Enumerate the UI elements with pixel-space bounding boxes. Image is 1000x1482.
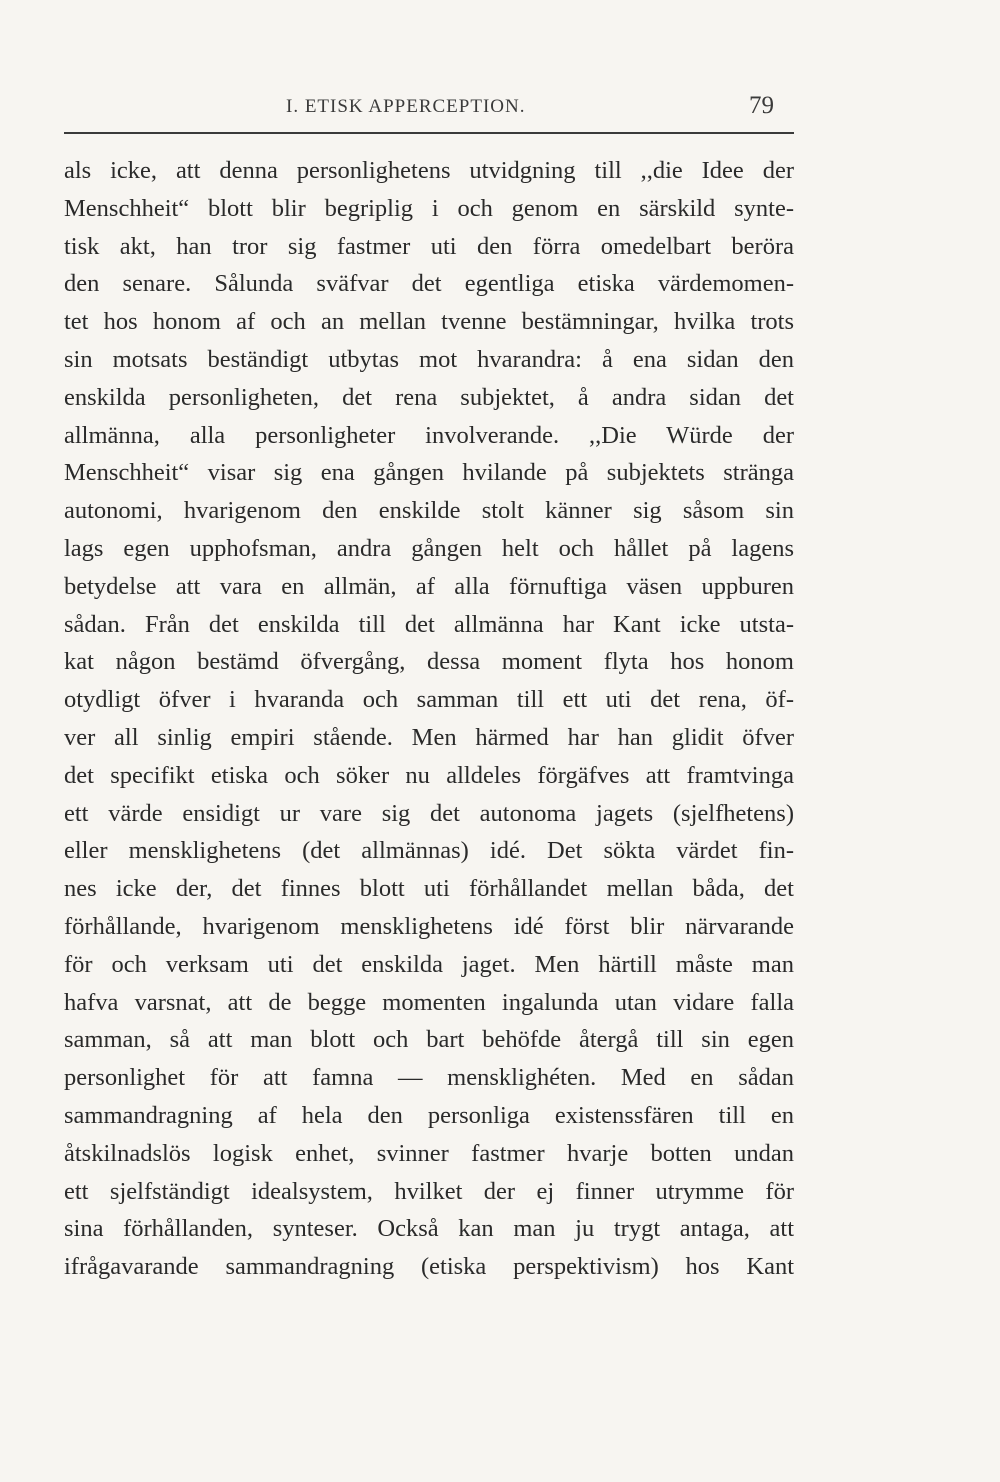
- text-line: ver all sinlig empiri stående. Men härmed har han glidit öfver: [64, 723, 794, 751]
- text-line: det specifikt etiska och söker nu alldeles förgäfves att framtvinga: [64, 761, 794, 789]
- text-line: tet hos honom af och an mellan tvenne bestämningar, hvilka trots: [64, 308, 794, 336]
- page-number: 79: [749, 92, 774, 119]
- text-line: allmänna, alla personligheter involverande. ,,Die Würde der: [64, 421, 794, 449]
- running-head: I. ETISK APPERCEPTION.: [286, 96, 526, 117]
- text-line: sådan. Från det enskilda till det allmänna har Kant icke utsta-: [64, 610, 794, 638]
- text-line: Menschheit“ visar sig ena gången hvilande på subjektets stränga: [64, 459, 794, 487]
- text-line: ett sjelfständigt idealsystem, hvilket der ej finner utrymme för: [64, 1177, 794, 1205]
- text-line: kat någon bestämd öfvergång, dessa moment flyta hos honom: [64, 648, 794, 676]
- text-line: hafva varsnat, att de begge momenten ingalunda utan vidare falla: [64, 988, 794, 1016]
- text-line: sammandragning af hela den personliga existenssfären till en: [64, 1101, 794, 1129]
- text-line: för och verksam uti det enskilda jaget. Men härtill måste man: [64, 950, 794, 978]
- text-line: als icke, att denna personlighetens utvidgning till ,,die Idee der: [64, 157, 794, 184]
- text-line: betydelse att vara en allmän, af alla förnuftiga väsen uppburen: [64, 572, 794, 600]
- text-line: lags egen upphofsman, andra gången helt och hållet på lagens: [64, 534, 794, 562]
- text-line: sin motsats beständigt utbytas mot hvarandra: å ena sidan den: [64, 345, 794, 373]
- text-line: nes icke der, det finnes blott uti förhållandet mellan båda, det: [64, 875, 794, 903]
- text-line: sina förhållanden, synteser. Också kan man ju trygt antaga, att: [64, 1215, 794, 1243]
- text-line: autonomi, hvarigenom den enskilde stolt känner sig såsom sin: [64, 497, 794, 525]
- text-line: åtskilnadslös logisk enhet, svinner fastmer hvarje botten undan: [64, 1139, 794, 1167]
- text-line: Menschheit“ blott blir begriplig i och genom en särskild synte-: [64, 194, 794, 222]
- body-text: [64, 152, 794, 1286]
- text-line: enskilda personligheten, det rena subjektet, å andra sidan det: [64, 383, 794, 411]
- text-line: ifrågavarande sammandragning (etiska perspektivism) hos Kant: [64, 1253, 794, 1281]
- text-line: eller mensklighetens (det allmännas) idé. Det sökta värdet fin-: [64, 837, 794, 865]
- text-line: tisk akt, han tror sig fastmer uti den förra omedelbart beröra: [64, 232, 794, 260]
- text-line: ett värde ensidigt ur vare sig det autonoma jagets (sjelfhetens): [64, 799, 794, 827]
- text-line: den senare. Sålunda sväfvar det egentliga etiska värdemomen-: [64, 270, 794, 298]
- page-header: [64, 92, 794, 134]
- text-line: förhållande, hvarigenom mensklighetens idé först blir närvarande: [64, 912, 794, 940]
- text-line: otydligt öfver i hvaranda och samman till ett uti det rena, öf-: [64, 686, 794, 714]
- text-line: samman, så att man blott och bart behöfde återgå till sin egen: [64, 1026, 794, 1054]
- text-line: personlighet för att famna — mensklighéten. Med en sådan: [64, 1064, 794, 1092]
